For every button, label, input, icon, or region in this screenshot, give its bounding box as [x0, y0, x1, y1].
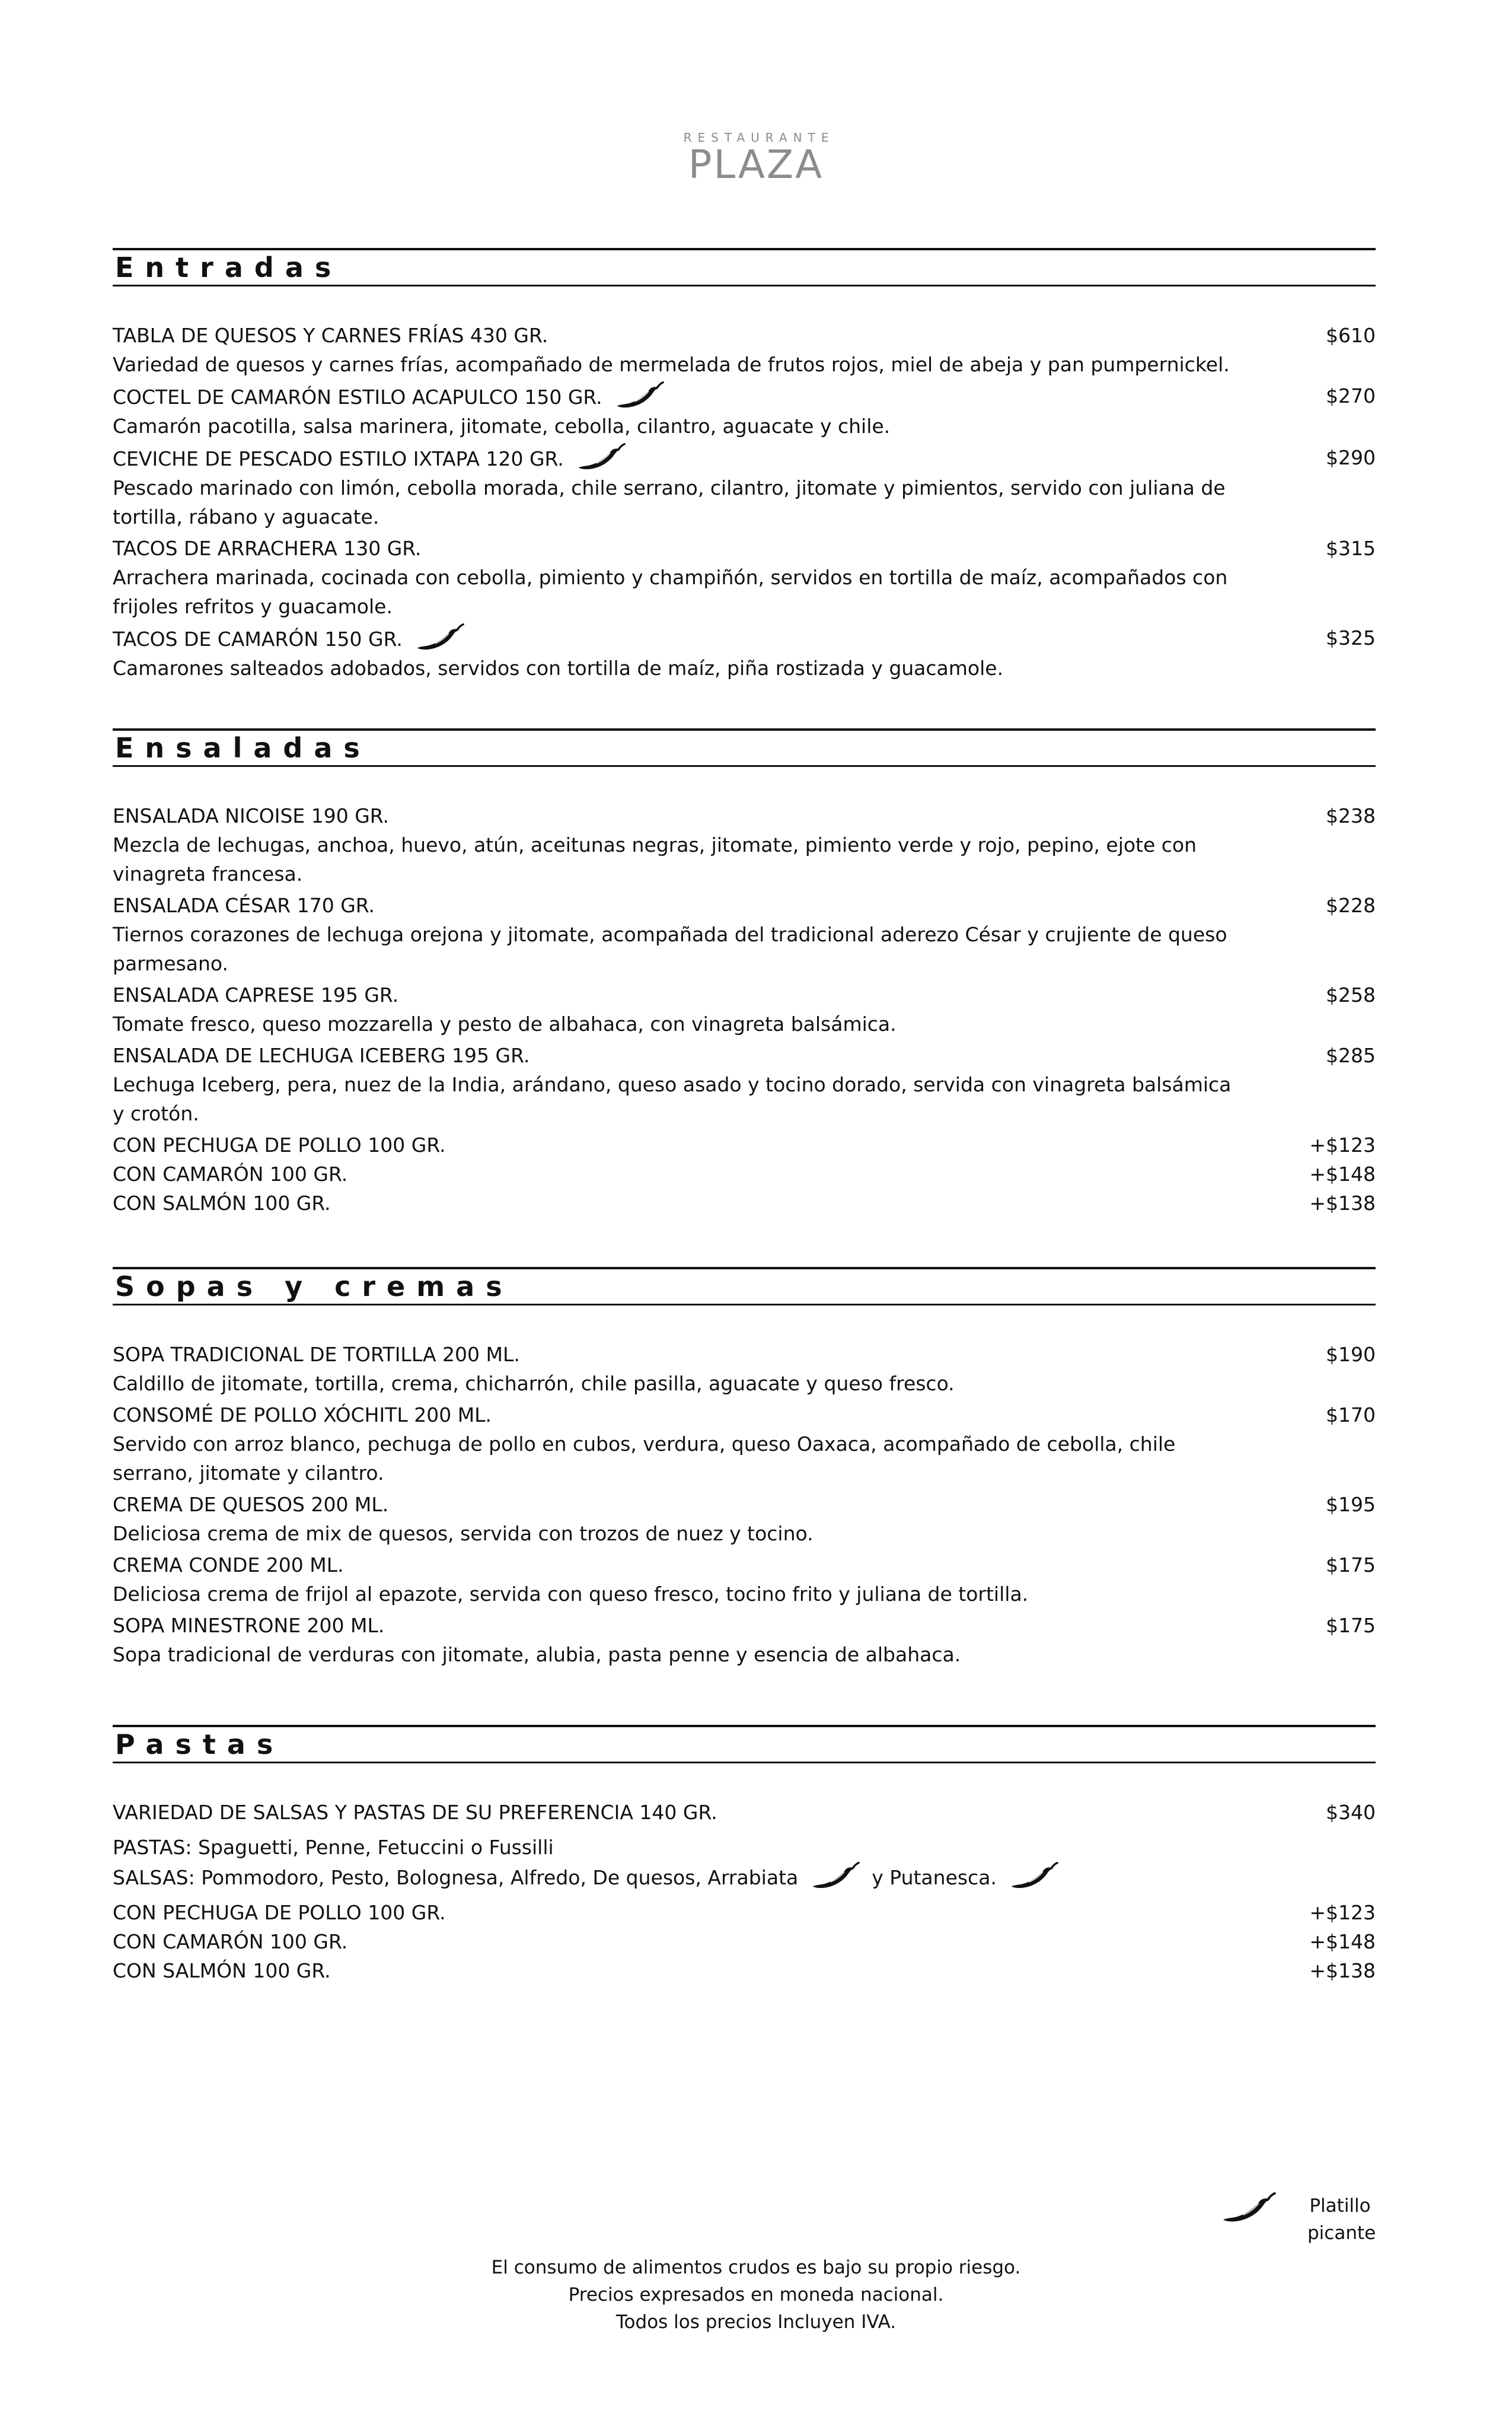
item-description: Servido con arroz blanco, pechuga de pollo en cubos, verdura, queso Oaxaca, acompañado de cebolla, chile serrano, jitomate y cilantro.: [113, 1432, 1176, 1485]
add-on-item: [113, 1956, 1376, 1985]
add-on-name: CON PECHUGA DE POLLO 100 GR.: [113, 1133, 446, 1157]
section-ensaladas: [113, 728, 1376, 1218]
item-description: Lechuga Iceberg, pera, nuez de la India, arándano, queso asado y tocino dorado, servida con vinagreta balsámica y crotón.: [113, 1073, 1232, 1125]
salsas-suffix: y Putanesca.: [872, 1866, 997, 1889]
item-name: COCTEL DE CAMARÓN ESTILO ACAPULCO 150 GR.: [113, 386, 602, 409]
add-on-list: [113, 1131, 1376, 1218]
item-name: ENSALADA CÉSAR 170 GR.: [113, 894, 375, 917]
item-name: CREMA DE QUESOS 200 ML.: [113, 1493, 389, 1516]
item-price: $190: [1326, 1343, 1376, 1366]
logo-subtitle: RESTAURANTE: [683, 130, 835, 145]
menu-item: [113, 534, 1376, 621]
item-description: Deliciosa crema de frijol al epazote, servida con queso fresco, tocino frito y juliana de tortilla.: [113, 1582, 1029, 1606]
menu-item: [113, 321, 1376, 379]
salsas-list: SALSAS: Pommodoro, Pesto, Bolognesa, Alfredo, De quesos, Arrabiata: [113, 1866, 799, 1889]
add-on-name: CON CAMARÓN 100 GR.: [113, 1930, 348, 1953]
item-price: $270: [1326, 384, 1376, 407]
add-on-price: +$138: [1309, 1959, 1376, 1982]
chili-pepper-icon: [810, 1862, 861, 1891]
item-description: Mezcla de lechugas, anchoa, huevo, atún, aceitunas negras, jitomate, pimiento verde y rojo, pepino, ejote con vinagreta francesa.: [113, 833, 1197, 886]
spicy-legend: [1307, 2192, 1376, 2247]
item-description: Variedad de quesos y carnes frías, acompañado de mermelada de frutos rojos, miel de abeja y pan pumpernickel.: [113, 353, 1230, 376]
item-name: CONSOMÉ DE POLLO XÓCHITL 200 ML.: [113, 1403, 492, 1426]
menu-item: [113, 801, 1376, 889]
footer-notes: [0, 2254, 1512, 2336]
item-price: $175: [1326, 1614, 1376, 1637]
item-name: TABLA DE QUESOS Y CARNES FRÍAS 430 GR.: [113, 324, 548, 347]
add-on-item: [113, 1160, 1376, 1189]
add-on-price: +$123: [1309, 1901, 1376, 1924]
footer-line: Precios expresados en moneda nacional.: [568, 2284, 944, 2305]
add-on-item: [113, 1131, 1376, 1160]
chili-pepper-icon: [1220, 2192, 1277, 2225]
item-description: Tiernos corazones de lechuga orejona y jitomate, acompañada del tradicional aderezo César y crujiente de queso parmesano.: [113, 923, 1227, 975]
chili-pepper-icon: [576, 443, 627, 473]
item-description: Caldillo de jitomate, tortilla, crema, chicharrón, chile pasilla, aguacate y queso fresco.: [113, 1372, 955, 1395]
section-title: Sopas y cremas: [113, 1267, 1376, 1305]
item-name: SOPA MINESTRONE 200 ML.: [113, 1614, 385, 1637]
item-description: Deliciosa crema de mix de quesos, servida con trozos de nuez y tocino.: [113, 1522, 814, 1545]
item-name: SOPA TRADICIONAL DE TORTILLA 200 ML.: [113, 1343, 520, 1366]
item-description: Tomate fresco, queso mozzarella y pesto de albahaca, con vinagreta balsámica.: [113, 1012, 897, 1036]
pastas-line: PASTAS: Spaguetti, Penne, Fetuccini o Fussilli: [113, 1836, 554, 1859]
item-price: $340: [1326, 1801, 1376, 1824]
item-name: CEVICHE DE PESCADO ESTILO IXTAPA 120 GR.: [113, 447, 564, 470]
add-on-price: +$148: [1309, 1163, 1376, 1186]
section-title: Entradas: [113, 248, 1376, 286]
item-description: Arrachera marinada, cocinada con cebolla, pimiento y champiñón, servidos en tortilla de maíz, acompañados con frijoles refritos y guacamole.: [113, 566, 1228, 618]
section-entradas: [113, 248, 1376, 685]
menu-item: [113, 1611, 1376, 1669]
pasta-options: [113, 1833, 1376, 1892]
restaurant-logo: [0, 130, 1512, 187]
footer-line: El consumo de alimentos crudos es bajo su propio riesgo.: [491, 2257, 1021, 2278]
item-name: ENSALADA DE LECHUGA ICEBERG 195 GR.: [113, 1044, 530, 1067]
add-on-name: CON SALMÓN 100 GR.: [113, 1192, 331, 1215]
logo-title: PLAZA: [688, 142, 824, 187]
chili-pepper-icon: [414, 623, 465, 653]
section-title: Pastas: [113, 1725, 1376, 1763]
add-on-item: [113, 1927, 1376, 1956]
item-name: ENSALADA CAPRESE 195 GR.: [113, 983, 399, 1007]
item-name: ENSALADA NICOISE 190 GR.: [113, 804, 390, 827]
item-description: Camarones salteados adobados, servidos con tortilla de maíz, piña rostizada y guacamole.: [113, 657, 1004, 680]
add-on-item: [113, 1189, 1376, 1218]
item-price: $325: [1326, 626, 1376, 649]
item-description: Camarón pacotilla, salsa marinera, jitomate, cebolla, cilantro, aguacate y chile.: [113, 415, 891, 438]
footer-line: Todos los precios Incluyen IVA.: [615, 2311, 897, 2333]
item-price: $195: [1326, 1493, 1376, 1516]
menu-item: [113, 1041, 1376, 1128]
add-on-name: CON SALMÓN 100 GR.: [113, 1959, 331, 1982]
section-sopas-y-cremas: [113, 1267, 1376, 1671]
add-on-price: +$123: [1309, 1133, 1376, 1157]
add-on-item: [113, 1898, 1376, 1927]
item-price: $228: [1326, 894, 1376, 917]
item-price: $315: [1326, 537, 1376, 560]
menu-item: [113, 1550, 1376, 1609]
item-name: TACOS DE ARRACHERA 130 GR.: [113, 537, 422, 560]
item-price: $610: [1326, 324, 1376, 347]
menu-item: [113, 980, 1376, 1039]
section-title: Ensaladas: [113, 728, 1376, 767]
add-on-name: CON CAMARÓN 100 GR.: [113, 1163, 348, 1186]
item-description: Pescado marinado con limón, cebolla morada, chile serrano, cilantro, jitomate y pimientos, servido con juliana de tortilla, rábano y aguacate.: [113, 476, 1226, 528]
section-pastas: [113, 1725, 1376, 1985]
item-name: TACOS DE CAMARÓN 150 GR.: [113, 628, 403, 651]
menu-item: [113, 1400, 1376, 1488]
chili-pepper-icon: [1009, 1862, 1060, 1891]
add-on-list: [113, 1898, 1376, 1985]
menu-item: [113, 1490, 1376, 1548]
menu-item: [113, 1340, 1376, 1398]
add-on-price: +$138: [1309, 1192, 1376, 1215]
add-on-name: CON PECHUGA DE POLLO 100 GR.: [113, 1901, 446, 1924]
salsas-line: [113, 1862, 1376, 1892]
menu-item: [113, 623, 1376, 683]
chili-pepper-icon: [614, 381, 665, 411]
legend-line: picante: [1307, 2222, 1376, 2244]
item-name: CREMA CONDE 200 ML.: [113, 1553, 344, 1577]
menu-item: [113, 891, 1376, 978]
menu-item: [113, 1798, 1376, 1827]
menu-item: [113, 443, 1376, 531]
legend-line: Platillo: [1309, 2195, 1371, 2217]
item-price: $285: [1326, 1044, 1376, 1067]
item-price: $175: [1326, 1553, 1376, 1577]
item-price: $238: [1326, 804, 1376, 827]
add-on-price: +$148: [1309, 1930, 1376, 1953]
item-price: $258: [1326, 983, 1376, 1007]
item-name: VARIEDAD DE SALSAS Y PASTAS DE SU PREFERENCIA 140 GR.: [113, 1801, 717, 1824]
item-price: $170: [1326, 1403, 1376, 1426]
item-description: Sopa tradicional de verduras con jitomate, alubia, pasta penne y esencia de albahaca.: [113, 1643, 961, 1666]
item-price: $290: [1326, 446, 1376, 469]
menu-item: [113, 381, 1376, 441]
